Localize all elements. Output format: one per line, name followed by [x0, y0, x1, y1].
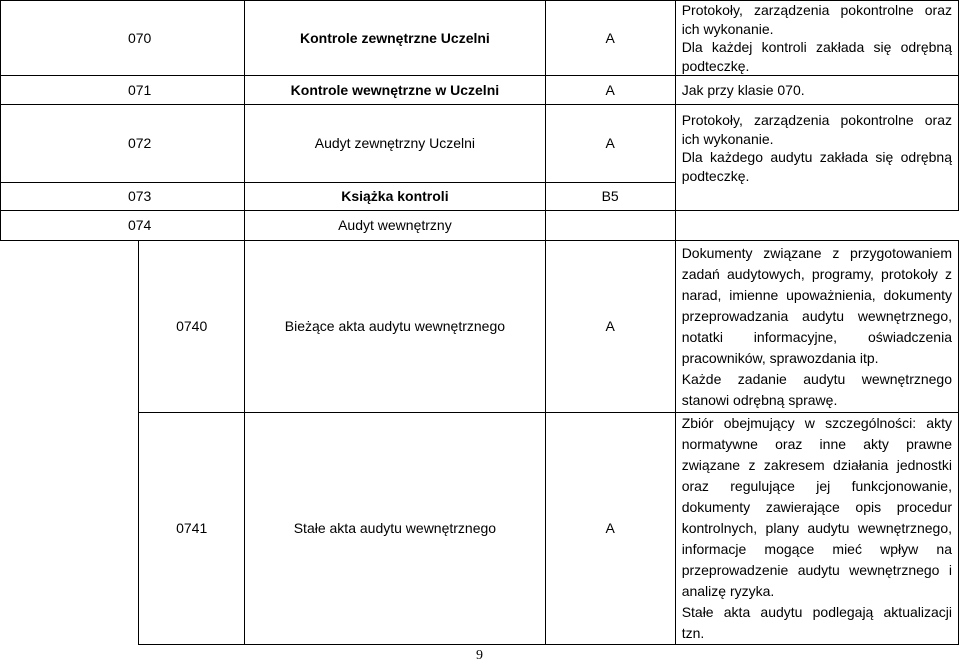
description-line: Dokumenty związane z przygotowaniem zadań audytowych, programy, protokoły z narad, imienne upoważnienia, dokumenty przeprowadzania audytu wewnętrznego, notatki informacyjne, oświadczenia pracowników, sprawozdania itp. [681, 244, 952, 366]
description-cell [675, 1, 958, 76]
symbol-cell: 073 [1, 183, 245, 211]
description-cell: Jak przy klasie 070. [675, 76, 958, 105]
table-row [1, 1, 959, 76]
category-cell: B5 [545, 183, 675, 211]
table-row [1, 413, 959, 645]
blank-cell [675, 211, 958, 241]
name-cell: Kontrole wewnętrzne w Uczelni [245, 76, 545, 105]
symbol-cell: 0740 [139, 241, 245, 413]
table-row [1, 105, 959, 183]
category-cell: A [545, 105, 675, 183]
name-cell: Kontrole zewnętrzne Uczelni [245, 1, 545, 76]
description-line: Stałe akta audytu podlegają aktualizacji tzn. [681, 604, 952, 641]
name-cell: Stałe akta audytu wewnętrznego [245, 413, 545, 645]
description-cell [675, 105, 958, 211]
category-cell: A [545, 241, 675, 413]
blank-cell [1, 413, 139, 645]
description-line: Dla każdego audytu zakłada się odrębną podteczkę. [681, 149, 952, 184]
name-cell: Audyt zewnętrzny Uczelni [245, 105, 545, 183]
description-cell [675, 241, 958, 413]
category-cell: A [545, 1, 675, 76]
table-row [1, 211, 959, 241]
description-cell [675, 413, 958, 645]
name-cell: Bieżące akta audytu wewnętrznego [245, 241, 545, 413]
symbol-cell: 070 [1, 1, 245, 76]
description-line: Każde zadanie audytu wewnętrznego stanowi odrębną sprawę. [681, 370, 952, 408]
name-cell: Książka kontroli [245, 183, 545, 211]
description-line: Zbiór obejmujący w szczególności: akty normatywne oraz inne akty prawne związane z zakresem działania jednostki oraz regulujące jej funkcjonowanie, dokumenty zawierające opis procedur kontrolnych, plany audytu wewnętrznego, informacje mogące mieć wpływ na przeprowadzenie audytu wewnętrznego i analizę ryzyka. [681, 415, 952, 599]
category-cell: A [545, 76, 675, 105]
description-line: Protokoły, zarządzenia pokontrolne oraz ich wykonanie. [681, 112, 952, 147]
category-cell [545, 211, 675, 241]
table-row [1, 76, 959, 105]
name-cell: Audyt wewnętrzny [245, 211, 545, 241]
symbol-cell: 072 [1, 105, 245, 183]
table-row [1, 241, 959, 413]
category-cell: A [545, 413, 675, 645]
symbol-cell: 0741 [139, 413, 245, 645]
description-line: Protokoły, zarządzenia pokontrolne oraz ich wykonanie. [681, 2, 952, 37]
description-line: Dla każdej kontroli zakłada się odrębną podteczkę. [681, 39, 952, 74]
symbol-cell: 071 [1, 76, 245, 105]
page-number: 9 [476, 648, 483, 663]
blank-cell [1, 241, 139, 413]
symbol-cell: 074 [1, 211, 245, 241]
